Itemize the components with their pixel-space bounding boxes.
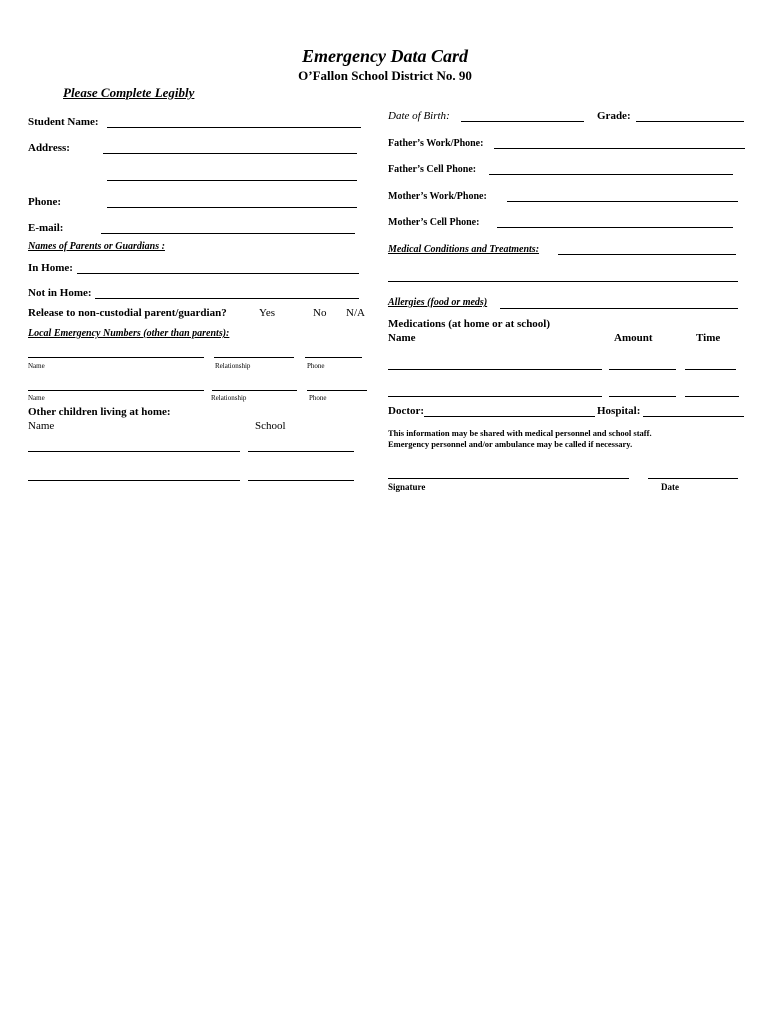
medications-heading: Medications (at home or at school) — [388, 318, 551, 330]
contact-2-relationship-line[interactable] — [212, 390, 297, 391]
student-name-label: Student Name: — [28, 116, 99, 128]
contact-1-phone-caption: Phone — [307, 362, 325, 370]
contact-2-phone-caption: Phone — [309, 394, 327, 402]
medication-time-column: Time — [696, 332, 721, 344]
father-work-label: Father’s Work/Phone: — [388, 138, 484, 149]
parents-heading: Names of Parents or Guardians : — [28, 241, 165, 252]
signature-line[interactable] — [388, 478, 629, 479]
allergies-line[interactable] — [500, 308, 738, 309]
address-label: Address: — [28, 142, 70, 154]
medical-line-2[interactable] — [388, 281, 738, 282]
emergency-numbers-heading: Local Emergency Numbers (other than parents): — [28, 328, 230, 339]
father-work-line[interactable] — [494, 148, 745, 149]
medication-2-name-line[interactable] — [388, 396, 602, 397]
instruction-text: Please Complete Legibly — [63, 85, 195, 100]
children-name-column: Name — [28, 420, 55, 432]
hospital-line[interactable] — [643, 416, 744, 417]
child-1-name-line[interactable] — [28, 451, 240, 452]
medication-1-amount-line[interactable] — [609, 369, 676, 370]
contact-1-relationship-caption: Relationship — [215, 362, 251, 370]
child-1-school-line[interactable] — [248, 451, 354, 452]
doctor-line[interactable] — [424, 416, 595, 417]
allergies-label: Allergies (food or meds) — [388, 297, 488, 308]
in-home-label: In Home: — [28, 262, 73, 274]
release-question: Release to non-custodial parent/guardian? — [28, 307, 227, 319]
hospital-label: Hospital: — [597, 405, 641, 417]
mother-work-line[interactable] — [507, 201, 738, 202]
medication-2-time-line[interactable] — [685, 396, 739, 397]
not-in-home-line[interactable] — [95, 298, 359, 299]
grade-line[interactable] — [636, 121, 744, 122]
date-caption: Date — [661, 482, 679, 492]
medical-conditions-label: Medical Conditions and Treatments: — [388, 244, 540, 255]
disclaimer-line-1: This information may be shared with medical personnel and school staff. — [388, 428, 652, 438]
phone-label: Phone: — [28, 196, 61, 208]
contact-1-name-line[interactable] — [28, 357, 204, 358]
other-children-heading: Other children living at home: — [28, 406, 171, 418]
contact-1-name-caption: Name — [28, 362, 45, 370]
contact-2-name-caption: Name — [28, 394, 45, 402]
mother-cell-label: Mother’s Cell Phone: — [388, 217, 480, 228]
child-2-name-line[interactable] — [28, 480, 240, 481]
disclaimer-line-2: Emergency personnel and/or ambulance may be called if necessary. — [388, 439, 633, 449]
father-cell-label: Father’s Cell Phone: — [388, 164, 477, 175]
student-name-line[interactable] — [107, 127, 361, 128]
medication-1-name-line[interactable] — [388, 369, 602, 370]
email-line[interactable] — [101, 233, 355, 234]
form-title: Emergency Data Card — [302, 46, 468, 66]
email-label: E-mail: — [28, 222, 64, 234]
grade-label: Grade: — [597, 110, 631, 122]
medication-name-column: Name — [388, 332, 416, 344]
mother-work-label: Mother’s Work/Phone: — [388, 191, 487, 202]
contact-2-relationship-caption: Relationship — [211, 394, 247, 402]
signature-caption: Signature — [388, 482, 426, 492]
contact-2-name-line[interactable] — [28, 390, 204, 391]
in-home-line[interactable] — [77, 273, 359, 274]
release-option-no[interactable]: No — [313, 307, 327, 319]
medical-line-1[interactable] — [558, 254, 736, 255]
date-line[interactable] — [648, 478, 738, 479]
district-name: O’Fallon School District No. 90 — [298, 68, 472, 83]
contact-1-relationship-line[interactable] — [214, 357, 294, 358]
contact-1-phone-line[interactable] — [305, 357, 362, 358]
release-option-yes[interactable]: Yes — [259, 307, 276, 319]
father-cell-line[interactable] — [489, 174, 733, 175]
contact-2-phone-line[interactable] — [307, 390, 367, 391]
medication-amount-column: Amount — [614, 332, 653, 344]
release-option-na[interactable]: N/A — [346, 307, 365, 319]
child-2-school-line[interactable] — [248, 480, 354, 481]
dob-line[interactable] — [461, 121, 584, 122]
medication-1-time-line[interactable] — [685, 369, 736, 370]
address-line-1[interactable] — [103, 153, 357, 154]
mother-cell-line[interactable] — [497, 227, 733, 228]
not-in-home-label: Not in Home: — [28, 287, 92, 299]
children-school-column: School — [255, 420, 286, 432]
phone-line[interactable] — [107, 207, 357, 208]
dob-label: Date of Birth: — [388, 110, 450, 122]
address-line-2[interactable] — [107, 180, 357, 181]
doctor-label: Doctor: — [388, 405, 425, 417]
medication-2-amount-line[interactable] — [609, 396, 676, 397]
